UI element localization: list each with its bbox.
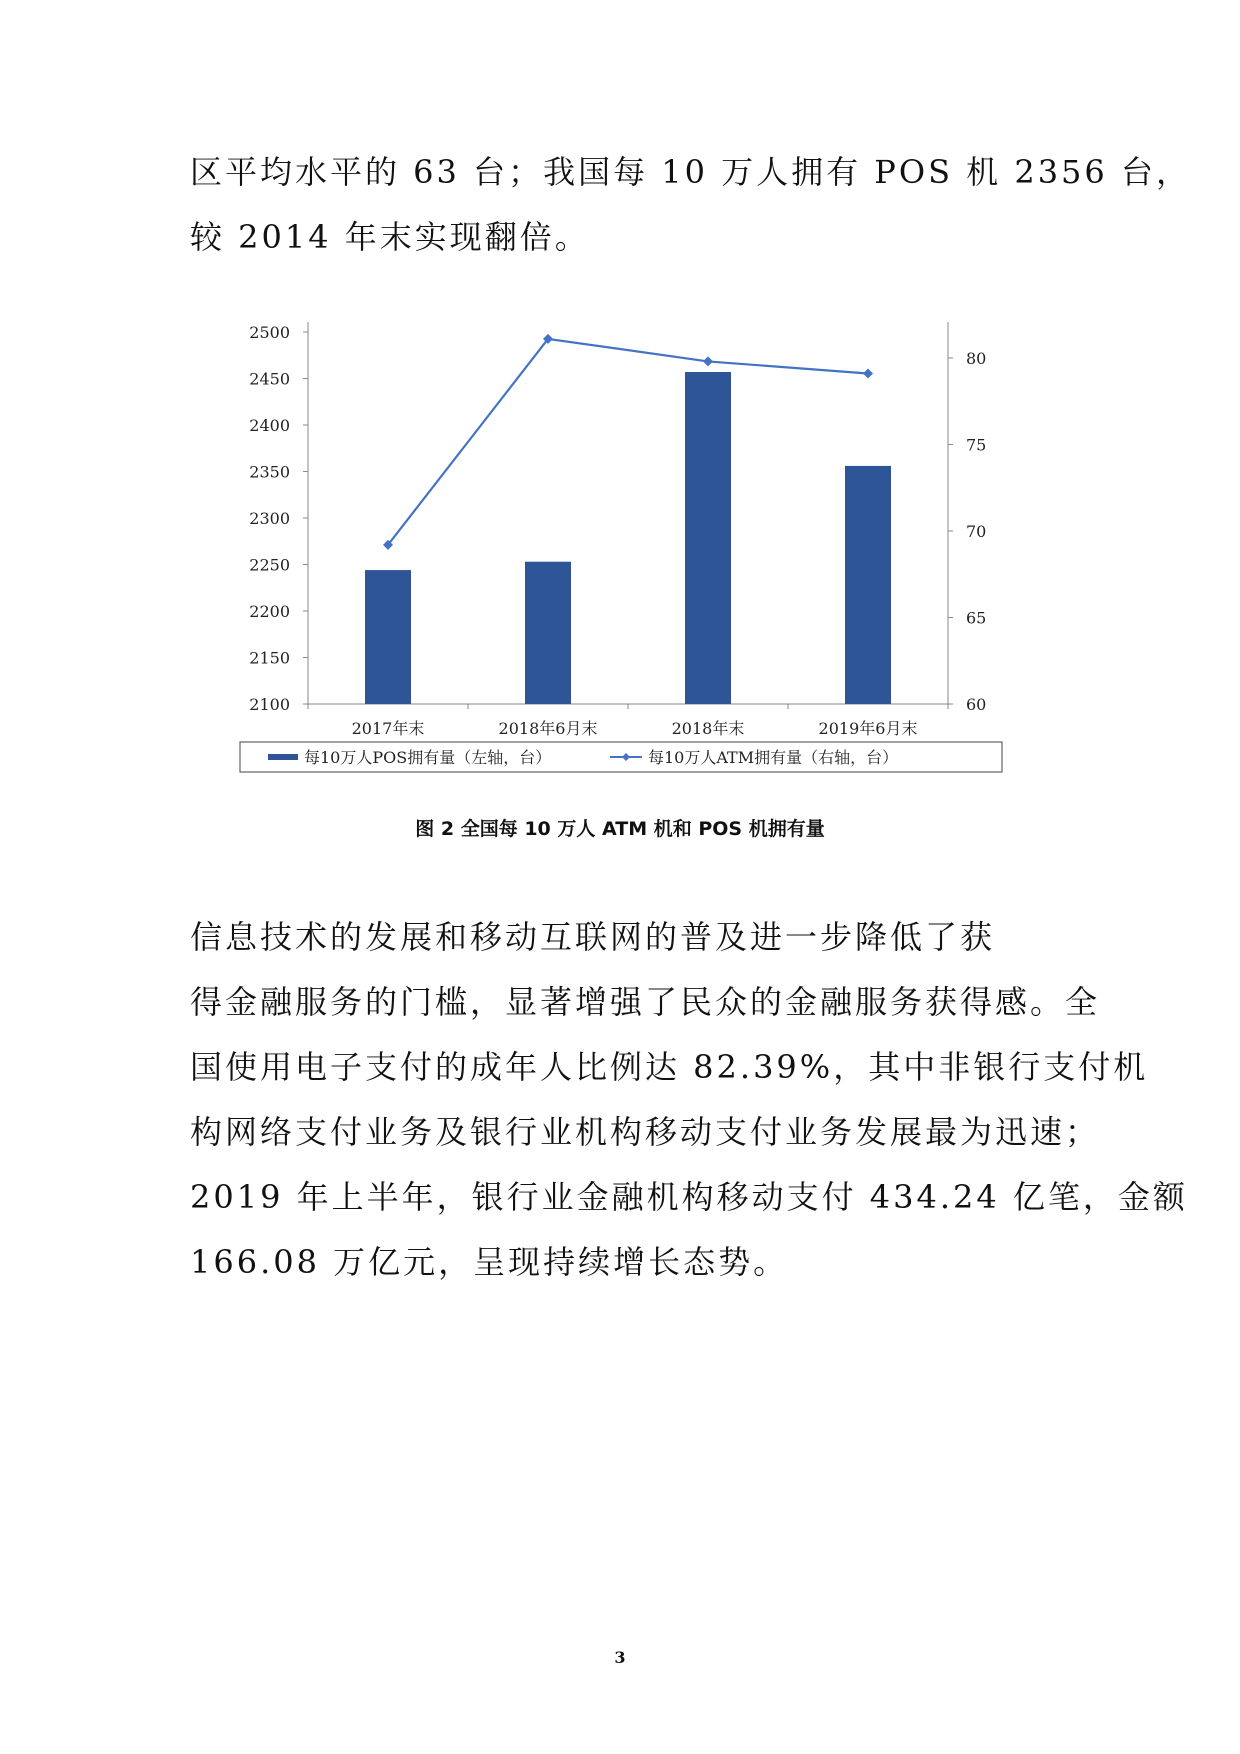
legend-label-pos: 每10万人POS拥有量（左轴，台） [304, 748, 552, 767]
bar-2 [685, 372, 731, 704]
paragraph-line: 区平均水平的 63 台；我国每 10 万人拥有 POS 机 2356 台， [190, 153, 1191, 191]
paragraph-top [190, 140, 1191, 270]
paragraph-line: 信息技术的发展和移动互联网的普及进一步降低了获 [190, 918, 996, 956]
figure-caption: 图 2 全国每 10 万人 ATM 机和 POS 机拥有量 [415, 818, 825, 840]
left-tick-label: 2100 [249, 695, 290, 714]
legend-line-marker [622, 753, 630, 761]
bar-3 [845, 466, 891, 704]
paragraph-line: 166.08 万亿元，呈现持续增长态势。 [190, 1243, 789, 1281]
left-tick-label: 2150 [249, 648, 290, 668]
left-tick-label: 2500 [249, 323, 290, 342]
x-tick-label: 2017年末 [351, 719, 425, 738]
chart-legend [240, 742, 1002, 772]
left-tick-label: 2300 [249, 509, 290, 528]
paragraph-line: 得金融服务的门槛，显著增强了民众的金融服务获得感。全 [190, 983, 1101, 1021]
left-tick-label: 2350 [249, 462, 290, 482]
right-tick-label: 80 [966, 348, 987, 368]
atm-line [388, 339, 868, 545]
paragraph-main [190, 905, 1188, 1295]
x-tick-label: 2018年末 [671, 719, 745, 738]
bar-1 [525, 562, 571, 704]
paragraph-line: 构网络支付业务及银行业机构移动支付业务发展最为迅速； [190, 1113, 1101, 1151]
line-point-3 [863, 369, 873, 379]
paragraph-line: 2019 年上半年，银行业金融机构移动支付 434.24 亿笔，金额 [190, 1178, 1188, 1216]
bar-0 [365, 570, 411, 704]
bar-series [365, 372, 891, 704]
left-tick-label: 2250 [249, 555, 290, 575]
right-tick-label: 75 [966, 435, 987, 455]
page-number: 3 [614, 1648, 626, 1667]
left-tick-label: 2400 [249, 416, 290, 435]
line-point-2 [703, 356, 713, 366]
x-tick-label: 2018年6月末 [498, 719, 598, 738]
legend-bar-swatch [268, 754, 298, 760]
left-tick-label: 2200 [249, 602, 290, 621]
left-y-axis [249, 322, 308, 714]
legend-label-atm: 每10万人ATM拥有量（右轴，台） [648, 748, 899, 767]
paragraph-line: 国使用电子支付的成年人比例达 82.39%，其中非银行支付机 [190, 1048, 1149, 1086]
combo-chart [190, 300, 1060, 800]
right-y-axis [948, 322, 986, 714]
x-axis [308, 704, 948, 738]
right-tick-label: 60 [966, 695, 987, 714]
x-tick-label: 2019年6月末 [818, 719, 918, 738]
right-tick-label: 70 [966, 521, 987, 541]
paragraph-line: 较 2014 年末实现翻倍。 [190, 218, 590, 256]
left-tick-label: 2450 [249, 369, 290, 389]
line-series [383, 334, 873, 550]
right-tick-label: 65 [966, 608, 987, 628]
